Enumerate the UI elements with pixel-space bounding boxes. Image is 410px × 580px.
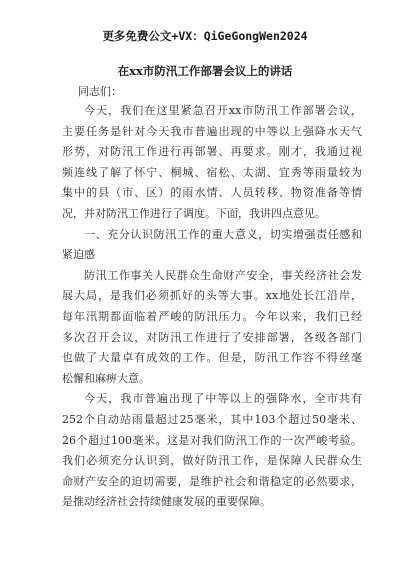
section-heading-line: 紧迫感 [62,248,95,262]
paragraph-line: 集中的县（市、区）的雨水情、人员转移、物资准备等情 [62,186,362,200]
paragraph-line: 今天，我们在这里紧急召开xx市防汛工作部署会议， [84,104,362,117]
document-title: 在xx市防汛工作部署会议上的讲话 [117,64,293,78]
paragraph-line: 况，并对防汛工作进行了调度。下面，我讲四点意见。 [62,206,326,220]
paragraph-line: 我们必须充分认识到，做好防汛工作，是保障人民群众生 [62,454,362,468]
paragraph-line: 展大局，是我们必须抓好的头等大事。xx地处长江沿岸， [62,289,362,303]
paragraph-line: 命财产安全的迫切需要，是维护社会和谐稳定的必然要求， [62,474,362,488]
paragraph-line: 形势，对防汛工作进行再部署、再要求。刚才，我通过视 [62,145,362,159]
salutation: 同志们： [78,85,122,98]
section-heading-line: 一、充分认识防汛工作的重大意义，切实增强责任感和 [84,227,362,241]
paragraph-line: 是推动经济社会持续健康发展的重要保障。 [62,495,271,509]
paragraph-line: 防汛工作事关人民群众生命财产安全，事关经济社会发 [84,268,362,282]
paragraph-line: 主要任务是针对今天我市普遍出现的中等以上强降水天气 [62,124,362,138]
paragraph-line: 松懈和麻痹大意。 [62,371,150,385]
paragraph-line: 今天，我市普遍出现了中等以上的强降水，全市共有 [84,392,362,406]
paragraph-line: 每年汛期都面临着严峻的防汛压力。今年以来，我们已经 [62,309,362,323]
promo-header: 更多免费公文+VX：QiGeGongWen2024 [102,29,308,43]
paragraph-line: 252个自动站雨量超过25毫米，其中103个超过50毫米、 [62,412,362,426]
paragraph-line: 多次召开会议，对防汛工作进行了安排部署，各级各部门 [62,330,362,344]
paragraph-line: 也做了大量卓有成效的工作。但是，防汛工作容不得丝毫 [62,351,362,365]
paragraph-line: 频连线了解了怀宁、桐城、宿松、太湖、宜秀等雨量较为 [62,165,362,179]
document-body [62,101,362,513]
paragraph-line: 26个超过100毫米。这是对我们防汛工作的一次严峻考验。 [62,433,362,447]
